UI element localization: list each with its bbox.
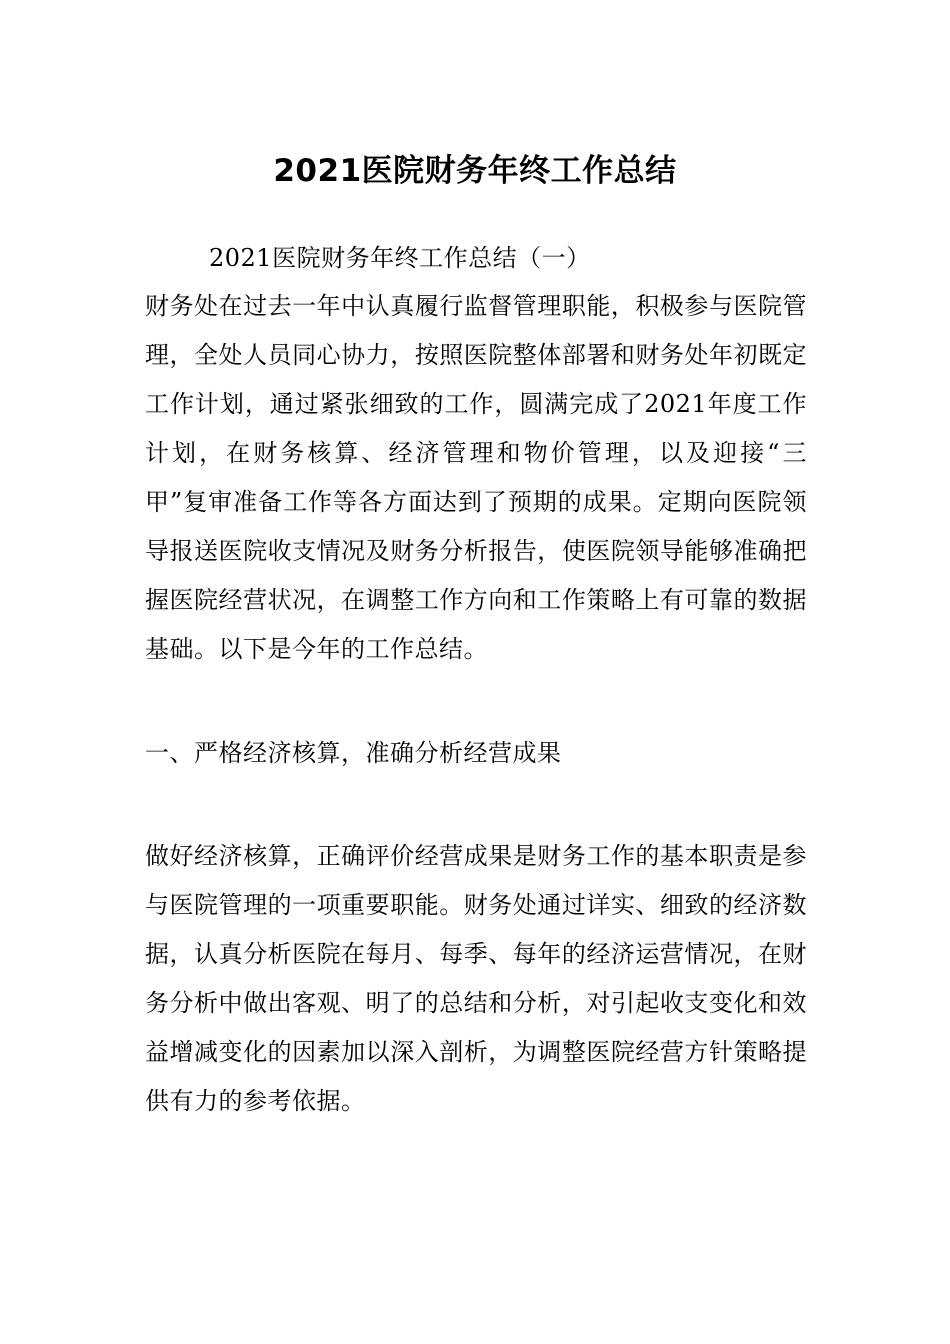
section-heading: 一、严格经济核算，准确分析经营成果 xyxy=(145,739,562,767)
intro-paragraph: 财务处在过去一年中认真履行监督管理职能，积极参与医院管理，全处人员同心协力，按照医院整体部署和财务处年初既定工作计划，通过紧张细致的工作，圆满完成了2021年度工作计划，在财务核算、经济管理和物价管理，以及迎接“三甲”复审准备工作等各方面达到了预期的成果。定期向医院领导报送医院收支情况及财务分析报告，使医院领导能够准确把握医院经营状况，在调整工作方向和工作策略上有可靠的数据基础。以下是今年的工作总结。 xyxy=(145,292,807,663)
section-paragraph: 做好经济核算，正确评价经营成果是财务工作的基本职责是参与医院管理的一项重要职能。财务处通过详实、细致的经济数据，认真分析医院在每月、每季、每年的经济运营情况，在财务分析中做出客观、明了的总结和分析，对引起收支变化和效益增减变化的因素加以深入剖析，为调整医院经营方针策略提供有力的参考依据。 xyxy=(145,842,807,1115)
document-subtitle: 2021医院财务年终工作总结（一） xyxy=(209,244,591,272)
document-title: 2021医院财务年终工作总结 xyxy=(273,152,677,189)
